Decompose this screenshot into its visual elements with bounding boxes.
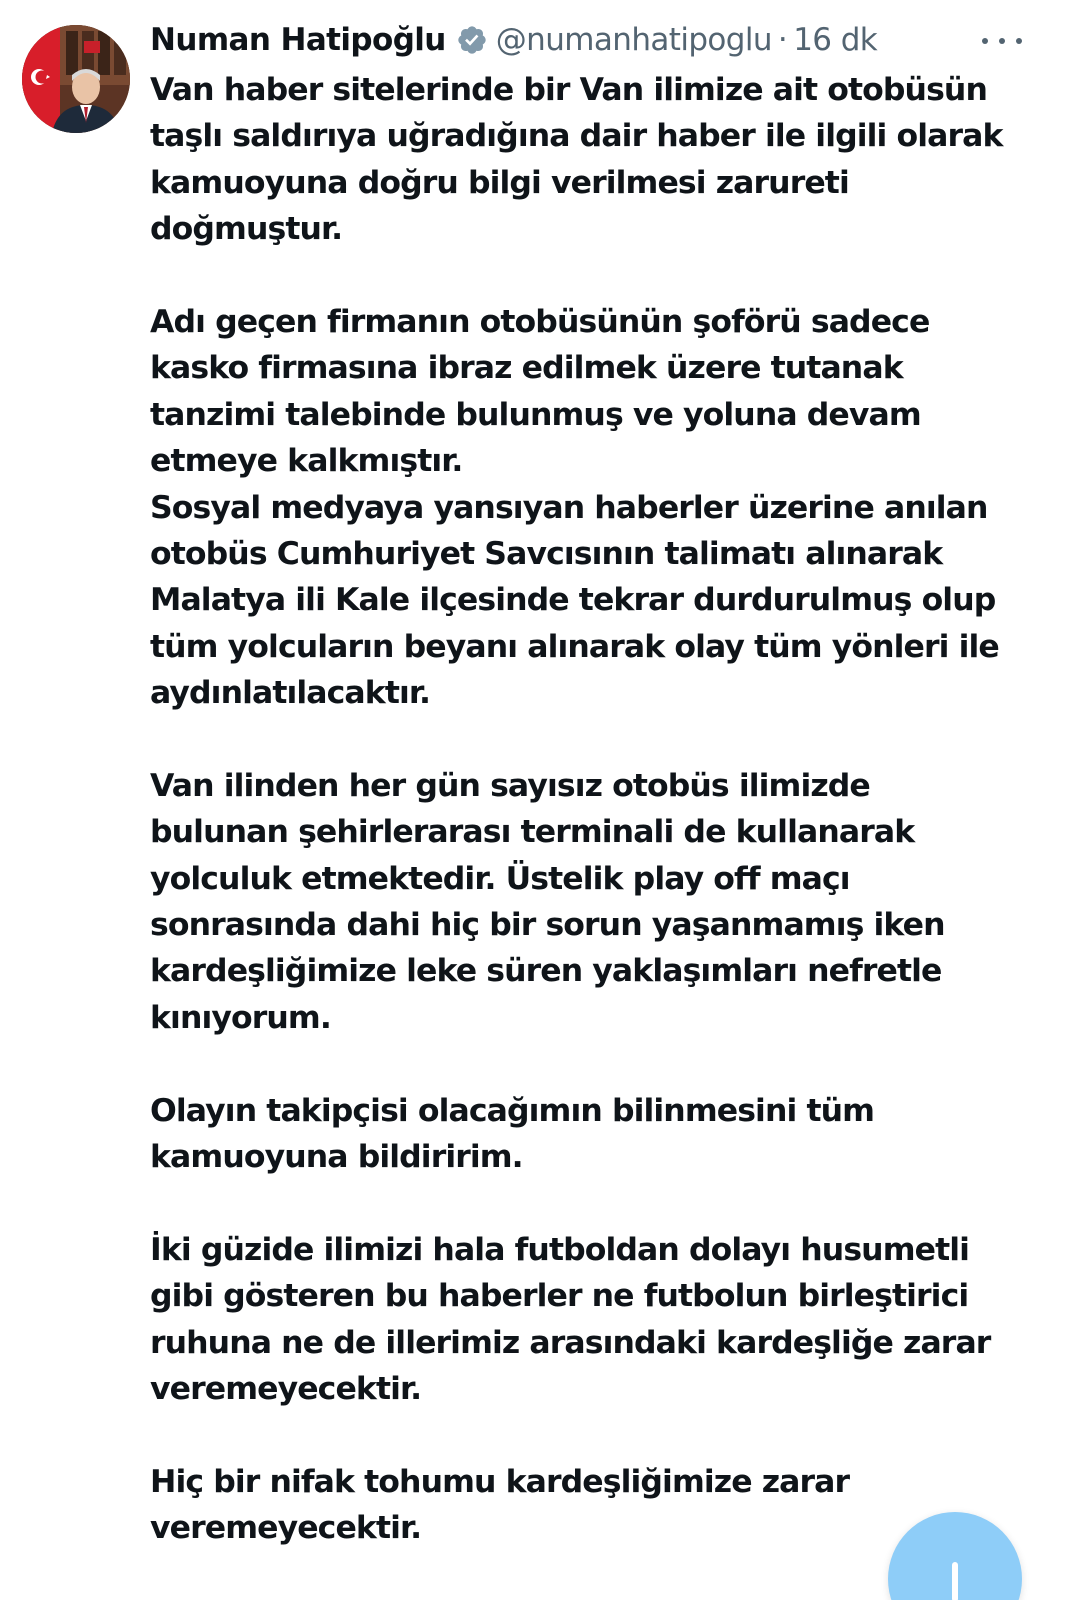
text-line: sonrasında dahi hiç bir sorun yaşanmamış iken	[150, 907, 945, 944]
author-handle[interactable]: @numanhatipoglu	[495, 22, 772, 58]
avatar-photo	[22, 25, 130, 133]
tweet-text	[150, 67, 1050, 1552]
text-line: kamuoyuna doğru bilgi verilmesi zarureti	[150, 164, 849, 201]
text-line: gibi gösteren bu haberler ne futbolun birleştirici	[150, 1278, 969, 1315]
text-line: kınıyorum.	[150, 999, 331, 1036]
tweet-header	[150, 18, 877, 62]
paragraph-gap	[150, 716, 1050, 762]
text-line: kardeşliğimize leke süren yaklaşımları nefretle	[150, 953, 942, 990]
more-options-icon[interactable]	[982, 26, 1022, 56]
avatar[interactable]	[22, 25, 130, 133]
paragraph-gap	[150, 1041, 1050, 1087]
text-line: İki güzide ilimizi hala futboldan dolayı husumetli	[150, 1231, 970, 1268]
text-line: Van ilinden her gün sayısız otobüs ilimizde	[150, 767, 870, 804]
paragraph-gap	[150, 1412, 1050, 1458]
text-line: tanzimi talebinde bulunmuş ve yoluna devam	[150, 396, 921, 433]
text-line: tüm yolcuların beyanı alınarak olay tüm yönleri ile	[150, 628, 999, 665]
text-line: ruhuna ne de illerimiz arasındaki kardeşliğe zarar	[150, 1324, 991, 1361]
text-line: kamuoyuna bildiririm.	[150, 1138, 523, 1175]
text-line: yolculuk etmektedir. Üstelik play off maçı	[150, 860, 850, 897]
paragraph-gap	[150, 253, 1050, 299]
more-dot	[999, 38, 1005, 44]
text-line: Sosyal medyaya yansıyan haberler üzerine anılan	[150, 489, 988, 526]
tweet-time[interactable]: 16 dk	[793, 22, 878, 58]
text-line: Hiç bir nifak tohumu kardeşliğimize zarar	[150, 1463, 850, 1500]
text-line: veremeyecektir.	[150, 1370, 422, 1407]
text-line: Malatya ili Kale ilçesinde tekrar durdurulmuş olup	[150, 582, 996, 619]
text-line: doğmuştur.	[150, 211, 343, 248]
text-line: aydınlatılacaktır.	[150, 675, 431, 712]
more-dot	[982, 38, 988, 44]
text-line: Van haber sitelerinde bir Van ilimize ait otobüsün	[150, 72, 987, 108]
separator-dot: ·	[777, 22, 788, 58]
text-line: otobüs Cumhuriyet Savcısının talimatı alınarak	[150, 535, 943, 572]
compose-plus-icon	[952, 1562, 958, 1600]
text-line: Olayın takipçisi olacağımın bilinmesini tüm	[150, 1092, 875, 1129]
text-line: veremeyecektir.	[150, 1510, 422, 1547]
text-line: etmeye kalkmıştır.	[150, 443, 463, 480]
text-line: taşlı saldırıya uğradığına dair haber ile ilgili olarak	[150, 118, 1003, 155]
text-line: bulunan şehirlerarası terminali de kullanarak	[150, 814, 915, 851]
verified-badge-icon	[456, 24, 488, 56]
text-line: kasko firmasına ibraz edilmek üzere tutanak	[150, 350, 903, 387]
author-name[interactable]: Numan Hatipoğlu	[150, 22, 446, 58]
text-line: Adı geçen firmanın otobüsünün şoförü sadece	[150, 303, 930, 340]
more-dot	[1016, 38, 1022, 44]
paragraph-gap	[150, 1180, 1050, 1226]
